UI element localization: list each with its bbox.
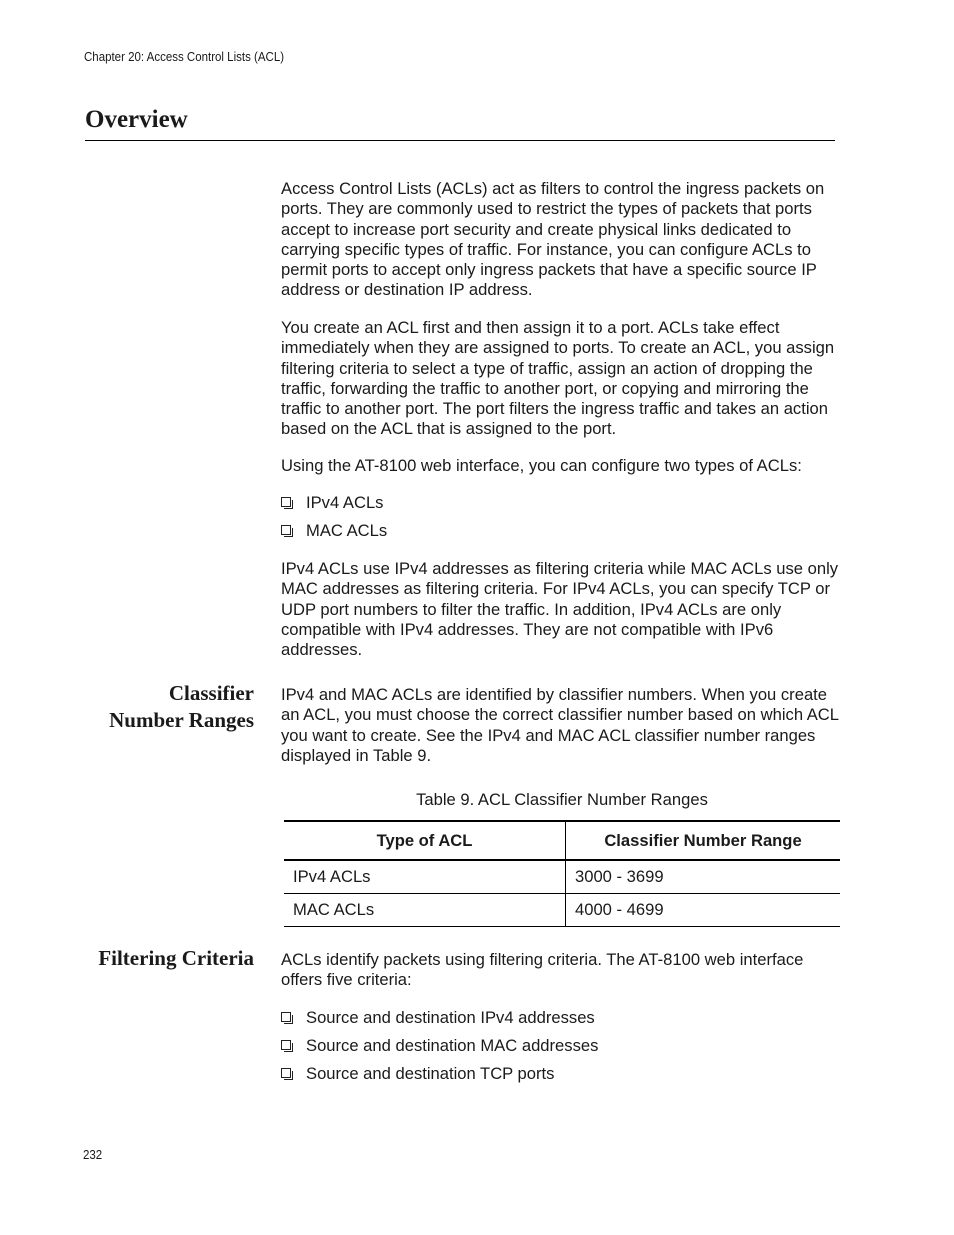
heading-line: Number Ranges: [109, 708, 254, 732]
paragraph-text: Access Control Lists (ACLs) act as filters to control the ingress packets on ports. They are commonly used to restrict the types of packets that ports accept to increase port security and create physical links dedicated to carrying specific types of traffic. For instance, you can configure ACLs to permit ports to accept only ingress packets that have a specific source IP address or destination IP address.: [281, 179, 825, 300]
paragraph-text: ACLs identify packets using filtering criteria. The AT-8100 web interface offers five criteria:: [281, 950, 804, 990]
list-item-text: MAC ACLs: [306, 521, 388, 540]
checkbox-bullet-icon: [281, 525, 291, 535]
overview-paragraph-2: [281, 318, 843, 440]
list-item: [281, 1036, 598, 1056]
title-rule: [85, 140, 835, 141]
running-header: Chapter 20: Access Control Lists (ACL): [84, 50, 285, 64]
list-item: [281, 1064, 554, 1084]
checkbox-bullet-icon: [281, 497, 291, 507]
classifier-paragraph: [281, 685, 843, 766]
paragraph-text: Using the AT-8100 web interface, you can configure two types of ACLs:: [281, 456, 802, 475]
list-item-text: Source and destination MAC addresses: [306, 1036, 599, 1055]
overview-paragraph-4: [281, 559, 843, 660]
page-title: Overview: [85, 106, 188, 133]
column-header: Type of ACL: [284, 821, 566, 860]
paragraph-text: IPv4 ACLs use IPv4 addresses as filtering criteria while MAC ACLs use only MAC addresses as filtering criteria. For IPv4 ACLs, you can specify TCP or UDP port numbers to filter the traffic. In addition, IPv4 ACLs are only compatible with IPv4 addresses. They are not compatible with IPv6 addresses.: [281, 559, 839, 660]
section-heading-filtering: Filtering Criteria: [98, 946, 254, 970]
table-row: [284, 894, 840, 927]
table-cell: MAC ACLs: [284, 894, 566, 927]
section-heading-classifier: [109, 680, 254, 734]
overview-paragraph-3: [281, 456, 843, 476]
paragraph-text: IPv4 and MAC ACLs are identified by classifier numbers. When you create an ACL, you must choose the correct classifier number based on which ACL you want to create. See the IPv4 and MAC ACL classifier number ranges displayed in Table 9.: [281, 685, 839, 765]
list-item-text: IPv4 ACLs: [306, 493, 384, 512]
table-cell: IPv4 ACLs: [284, 860, 566, 894]
list-item: [281, 493, 383, 513]
list-item-text: Source and destination TCP ports: [306, 1064, 555, 1083]
table-caption: Table 9. ACL Classifier Number Ranges: [416, 790, 708, 809]
table-cell: 3000 - 3699: [566, 860, 841, 894]
checkbox-bullet-icon: [281, 1040, 291, 1050]
paragraph-text: You create an ACL first and then assign it to a port. ACLs take effect immediately when they are assigned to ports. To create an ACL, you assign filtering criteria to select a type of traffic, assign an action of dropping the traffic, forwarding the traffic to another port, or copying and mirroring the traffic to another port. The port filters the ingress traffic and takes an action based on the ACL that is assigned to the port.: [281, 318, 835, 439]
list-item: [281, 521, 387, 541]
filtering-paragraph: [281, 950, 843, 991]
table-cell: 4000 - 4699: [566, 894, 841, 927]
overview-paragraph-1: [281, 179, 843, 301]
acl-classifier-table: [284, 820, 840, 927]
checkbox-bullet-icon: [281, 1068, 291, 1078]
table-header-row: [284, 821, 840, 860]
table-row: [284, 860, 840, 894]
page-number: 232: [83, 1148, 103, 1162]
checkbox-bullet-icon: [281, 1012, 291, 1022]
list-item: [281, 1008, 595, 1028]
list-item-text: Source and destination IPv4 addresses: [306, 1008, 595, 1027]
heading-line: Classifier: [168, 681, 254, 705]
column-header: Classifier Number Range: [566, 821, 841, 860]
